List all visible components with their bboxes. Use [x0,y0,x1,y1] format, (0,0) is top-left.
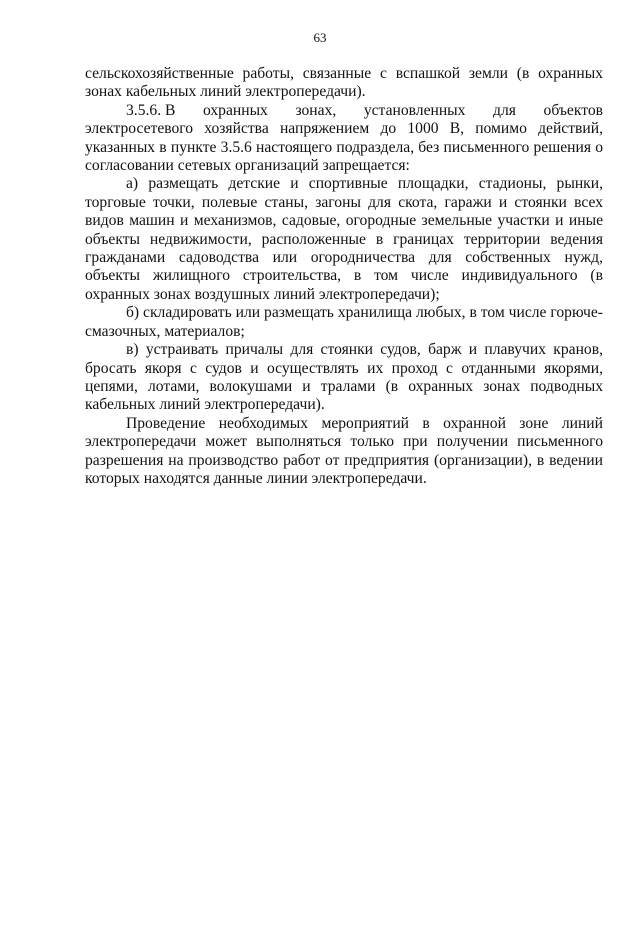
document-body [85,65,603,488]
list-item-a: а) размещать детские и спортивные площадки, стадионы, рынки, торговые точки, полевые станы, загоны для скота, гаражи и стоянки всех видов машин и механизмов, садовые, огородные земельные участки и иные объекты недвижимости, расположенные в границах территории ведения гражданами садоводства или огородничества для собственных нужд, объекты жилищного строительства, в том числе индивидуального (в охранных зонах воздушных линий электропередачи); [85,175,603,303]
heading-word: 3.5.6. В [126,101,176,119]
list-item-b: б) складировать или размещать хранилища любых, в том числе горюче-смазочных, материалов; [85,304,603,340]
list-item-v: в) устраивать причалы для стоянки судов, барж и плавучих кранов, бросать якоря с судов и осуществлять их проход с отданными якорями, цепями, лотами, волокушами и тралами (в охранных зонах подводных кабельных линий электропередачи). [85,341,603,414]
heading-word: охранных [202,101,268,119]
heading-word: установленных [363,101,466,119]
paragraph-continuation: сельскохозяйственные работы, связанные с вспашкой земли (в охранных зонах кабельных линий электропередачи). [85,65,603,101]
paragraph-heading-line [85,102,603,120]
heading-word: для [493,101,516,119]
heading-word: зонах, [295,101,337,119]
page-number: 63 [313,30,327,45]
paragraph-section-3-5-6: электросетевого хозяйства напряжением до 1000 В, помимо действий, указанных в пункте 3.5.6 настоящего подраздела, без письменного решения о согласовании сетевых организаций запрещается: [85,120,603,175]
paragraph-closing: Проведение необходимых мероприятий в охранной зоне линий электропередачи может выполняться только при получении письменного разрешения на производство работ от предприятия (организации), в ведении которых находятся данные линии электропередачи. [85,414,603,487]
heading-word: объектов [543,101,603,119]
